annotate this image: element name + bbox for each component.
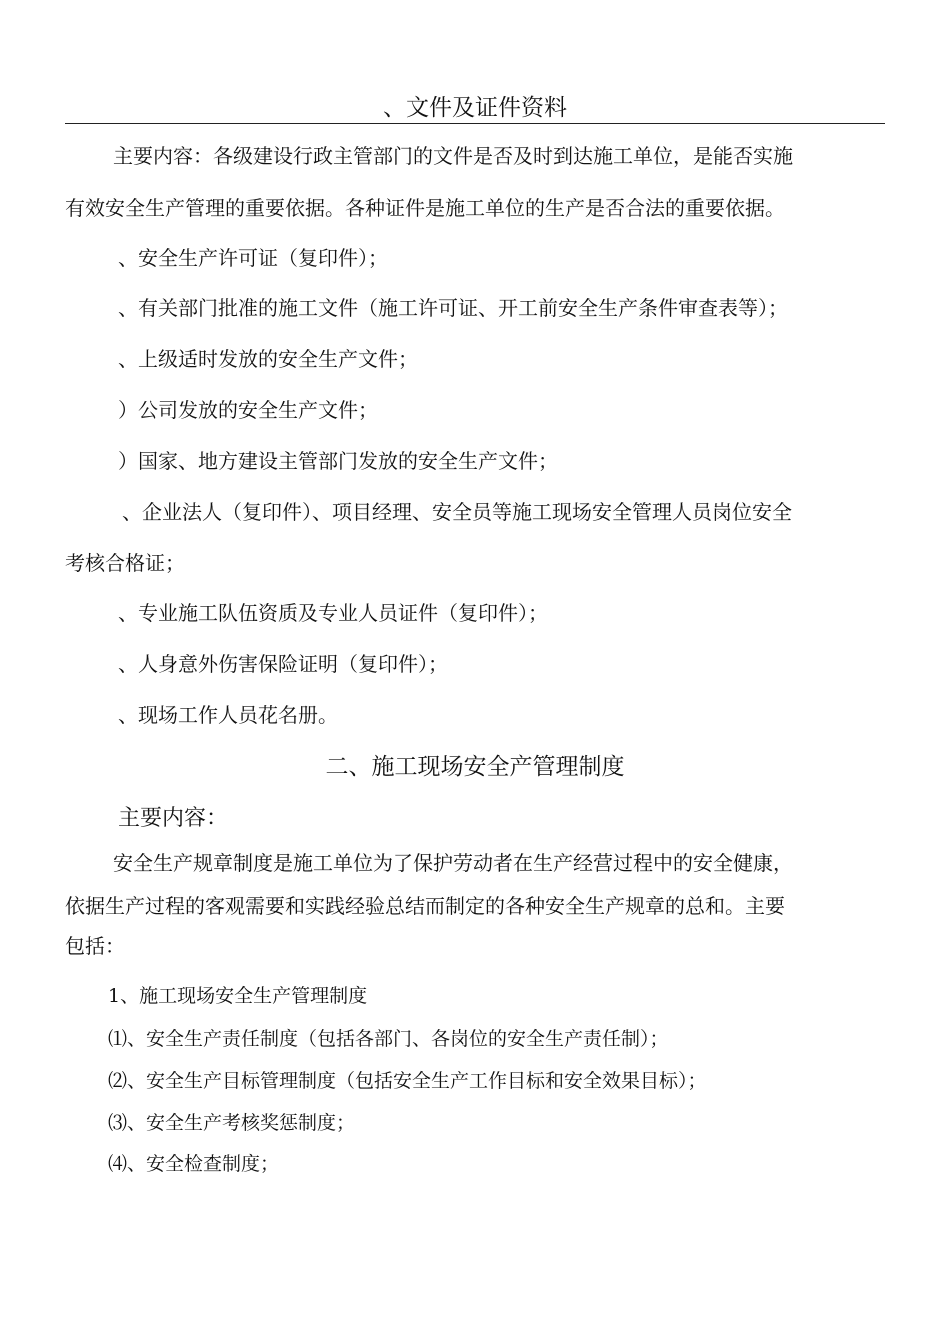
section2-subtitle: 主要内容： (118, 806, 229, 831)
section2-title: 二、施工现场安全产管理制度 (325, 754, 625, 780)
list-item: 、安全生产许可证（复印件）； (118, 246, 388, 270)
list-item: 、企业法人（复印件）、项目经理、安全员等施工现场安全管理人员岗位安全 (122, 500, 792, 524)
sub-heading: 1、施工现场安全生产管理制度 (108, 985, 368, 1007)
list-item: 、上级适时发放的安全生产文件； (118, 347, 418, 371)
section2-para-line2: 依据生产过程的客观需要和实践经验总结而制定的各种安全生产规章的总和。主要 (65, 894, 785, 918)
section1-intro-line2: 有效安全生产管理的重要依据。各种证件是施工单位的生产是否合法的重要依据。 (65, 196, 785, 220)
list-item: ）公司发放的安全生产文件； (118, 398, 378, 422)
section1-title: 、文件及证件资料 (383, 95, 567, 121)
list-item: 、人身意外伤害保险证明（复印件）； (118, 652, 448, 676)
list-item: 、专业施工队伍资质及专业人员证件（复印件）； (118, 601, 548, 625)
section2-para-line1: 安全生产规章制度是施工单位为了保护劳动者在生产经营过程中的安全健康， (113, 851, 793, 875)
list-item: 、现场工作人员花名册。 (118, 703, 338, 727)
sub-list-item: ⑴、安全生产责任制度（包括各部门、各岗位的安全生产责任制）； (108, 1028, 669, 1050)
title-underline (65, 123, 885, 124)
list-item: 、有关部门批准的施工文件（施工许可证、开工前安全生产条件审查表等）； (118, 296, 788, 320)
list-item-continuation: 考核合格证； (65, 551, 185, 575)
sub-list-item: ⑵、安全生产目标管理制度（包括安全生产工作目标和安全效果目标）； (108, 1070, 707, 1092)
sub-list-item: ⑶、安全生产考核奖惩制度； (108, 1112, 356, 1134)
section1-intro-line1: 主要内容：各级建设行政主管部门的文件是否及时到达施工单位，是能否实施 (113, 144, 793, 168)
list-item: ）国家、地方建设主管部门发放的安全生产文件； (118, 449, 558, 473)
sub-list-item: ⑷、安全检查制度； (108, 1153, 280, 1175)
section2-para-line3: 包括： (65, 934, 125, 958)
